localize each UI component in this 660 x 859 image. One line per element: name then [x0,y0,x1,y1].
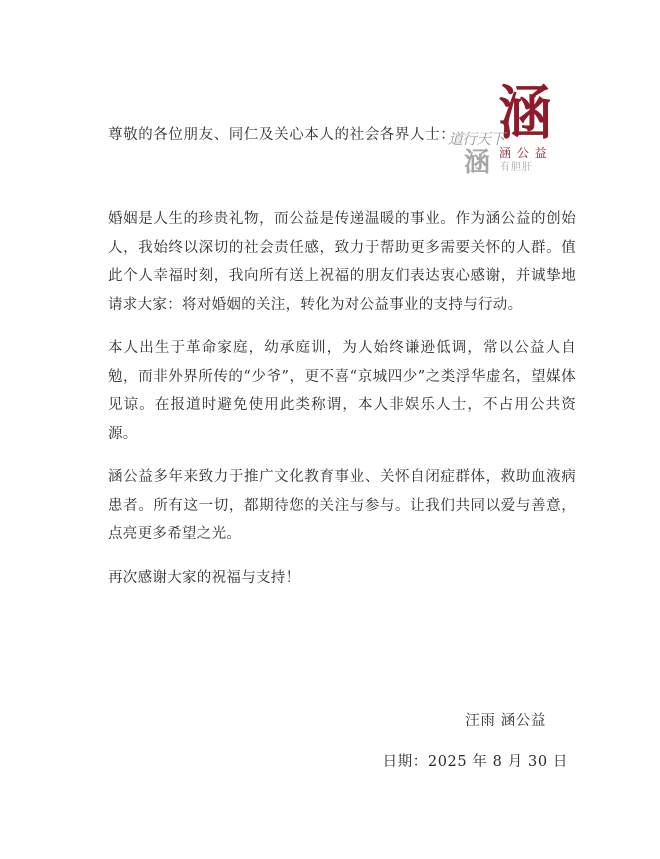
paragraph-family-background: 本人出生于革命家庭，幼承庭训，为人始终谦逊低调，常以公益人自勉，而非外界所传的“少爷”，更不喜“京城四少”之类浮华虚名，望媒体见谅。在报道时避免使用此类称谓，本人非娱乐人士，不占用公共资源。 [108,340,576,442]
letter-signature: 汪雨 涵公益 [465,713,546,729]
letter-salutation: 尊敬的各位朋友、同仁及关心本人的社会各界人士： [108,127,456,143]
paragraph-closing-thanks: 再次感谢大家的祝福与支持！ [108,569,301,586]
logo-org-name: 涵 公 益 [499,146,548,160]
letter-body [108,205,576,607]
paragraph-charity-work: 涵公益多年来致力于推广文化教育事业、关怀自闭症群体，救助血液病患者。所有这一切，都期待您的关注与参与。让我们共同以爱与善意，点亮更多希望之光。 [108,469,576,542]
logo-calligraphy-character: 涵 [464,148,491,178]
logo-main-character: 涵 [498,79,552,147]
paragraph-marriage-charity: 婚姻是人生的珍贵礼物，而公益是传递温暖的事业。作为涵公益的创始人，我始终以深切的社会责任感，致力于帮助更多需要关怀的人群。值此个人幸福时刻，我向所有送上祝福的朋友们表达衷心感谢，并诚挚地请求大家：将对婚姻的关注，转化为对公益事业的支持与行动。 [108,211,576,313]
logo-calligraphy-signature: 有胆肝 [500,162,533,173]
logo-calligraphy-line: 道行天下 [448,130,505,148]
organization-logo [448,79,568,182]
letter-date: 日期：2025 年 8 月 30 日 [382,754,568,770]
